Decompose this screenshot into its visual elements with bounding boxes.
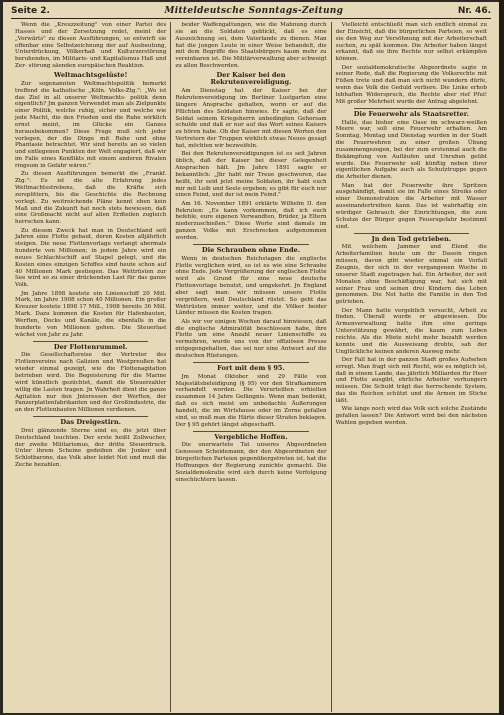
article-divider (193, 431, 308, 432)
article-text: Zur sogenannten Weltmachtspolitik bemerkt treffend die katholische „Köln. Volks-Ztg.": „Wo ist das Ziel in all unserer Weltmachts- politik denn eigentlich? Jm ganzen Verwendet man als Zielpunkte einer Politik, welche ruhig, sicher und welche wie jede Macht, die den Frieden und die Ruhe wirklich ernst meint, im Glücke ein Ganzes herausbekommen? Diese Frage muß sich jeder vorlegen, der die Dinge mit Ruhe und ohne Phantasie betrachtet. Wir sind bereits an so vielen und entlegenen Punkten der Welt engagiert, daß wir im Falle eines Konflikts mit einem anderen Rivalen ringsum in Gefahr wären." (15, 80, 167, 169)
article-heading: Der Kaiser bei den Rekrutenvereidigung. (210, 70, 292, 87)
column-3 (331, 22, 491, 712)
page-number: Seite 2. (11, 6, 50, 16)
article-divider (33, 341, 148, 342)
article-text: Zu diesem Zweck hat man in Deutschland seit Jahren eine Flotte gebaut, deren Kosten alljährlich steigen. Die neue Flottenvorlage verlangt abermals hunderte von Millionen; in jedem Jahre wird ein neues Schlachtschiff auf Stapel gelegt, und die Kosten eines einzigen Schiffes sind heute schon auf 40 Millionen Mark gestiegen. Das Wettrüsten zur See wird so zu einer drückenden Last für das ganze Volk. (15, 227, 167, 289)
article-divider (33, 416, 148, 417)
article-text: Als wir vor einigen Wochen darauf hinwiesen, daß die englische Admiralität beschlossen habe, ihre Flotte um eine Anzahl neuer Linienschiffe zu vermehren, wurde uns von der offiziösen Presse entgegengehalten, das sei nur eine Antwort auf die deutschen Rüstungen. (175, 318, 327, 359)
article-heading: Vergebliche Hoffen. (214, 432, 288, 441)
article-text: Drei glänzende Sterne sind es, die jetzt über Deutschland leuchten. Der erste heißt Zollwucher, der zweite Militarismus, der dritte Steuerdruck. Unter ihrem Scheine gedeihen die Junker und Schlotbarone, das Volk aber leidet Not und muß die Zeche bezahlen. (15, 427, 167, 469)
article-text: Wenn die „Kreuzzeitung" von einer Partei des Hasses und der Zersetzung redet, meint der „Vorwärts" zu diesen Ausführungen, so entwirft sie offenbar eine Selbstzeichnung der auf Ausbeutung, Unterdrückung, Völkerhaß und Kulturzerstörung beruhenden, im Militaris- und Kapitalismus Haß und Zer- störung säenden europäischen Reaktion. (15, 22, 167, 70)
article-text: Jm Monat Oktober sind 29 Fälle von Majestätsbeleidigung (§ 95) vor den Strafkammern verhandelt worden. Die Verurteilten erhielten zusammen 14 Jahre Gefängnis. Wenn man bedenkt, daß es sich meist um unbedachte Äußerungen handelt, die im Wirtshause oder im Zorne gefallen sind, so muß man die Härte dieser Strafen beklagen. Der § 95 gehört längst abgeschafft. (175, 373, 327, 428)
article-text: beider Waffengattungen, wie die Mahnung durch sie an die Soldaten geblickt, daß es eine Auszeichnung sei, dem Vaterlande zu dienen. Man hat die jungen Leute in einer Weise behandelt, die mit dem Begriffe des Staatsbürgers kaum mehr zu vereinbaren ist. Die Militärverwaltung aber schweigt zu allen Beschwerden. (175, 22, 327, 70)
article-text: Halle, das bisher eine Oase im schwarz-weißen Meere war, soll eine Feuerwehr erhalten. Am Sonntag, Montag und Dienstag wurden in der Stadt die Feuerwehren zu einer großen Übung zusammengezogen, bei der zum erstenmal auch die Bekämpfung von Aufläufen und Unruhen geübt wurde. Die Feuerwehr soll künftig neben ihrer eigentlichen Aufgabe auch als Schutztruppe gegen die Arbeiter dienen. (335, 119, 487, 181)
article-heading: Die Feuerwehr als Staatsretter. (353, 109, 469, 118)
article-text: Mit welchem Jammer und Elend die Arbeiterfamilien heute um ihr Dasein ringen müssen, davon gibt wieder einmal ein Vorfall Zeugnis, der sich in der vergangenen Woche in unserer Stadt zugetragen hat. Ein Arbeiter, der seit Monaten ohne Beschäftigung war, hat sich mit seiner Frau und seinen drei Kindern das Leben genommen. Die Not hatte die Familie in den Tod getrieben. (335, 244, 487, 306)
article-text: Wenn in deutschen Reichstagen die englische Flotte verglichen wird, so ist es wie eine Schraube ohne Ende. Jede Vergrößerung der englischen Flotte wird als Grund für eine neue deutsche Flottenvorlage benutzt, und umgekehrt. Jn England aber sagt man: wir müssen unsere Flotte vergrößern, weil Deutschland rüstet. So geht das Wettrüsten immer weiter, und die Völker beider Länder müssen die Kosten tragen. (175, 255, 327, 317)
article-text: Die Gesellschaftsreise der Vertreter des Flottenvereins nach Galizien und Westpreußen hat wieder einmal gezeigt, wie die Flottenagitation betrieben wird. Die Begeisterung für die Marine wird künstlich gezüchtet, damit die Steuerzahler willig die Lasten tragen. Jn Wahrheit dient die ganze Agitation nur den Jnteressen der Werften, der Panzerplattenfabrikanten und der Großindustrie, die an den Flottenbauten Millionen verdienen. (15, 352, 167, 414)
article-divider (193, 244, 308, 245)
article-text: Bei den Rekrutenvereidigungen ist es seit Jahren üblich, daß der Kaiser bei dieser Gelegenheit Ansprachen hält. Jm Jahre 1891 sagte er bekanntlich: „Jhr habt mir Treue geschworen, das heißt, ihr seid jetzt meine Soldaten, ihr habt euch mir mit Leib und Seele ergeben; es gibt für euch nur einen Feind, und der ist mein Feind." (175, 151, 327, 199)
article-text: Die unerwartete Tat unseres Abgeordneten Genossen Scheidemann, der den Abgeordneten der bürgerlichen Parteien gegenübergetreten ist, hat die Hoffnungen der Regierung zunichte gemacht. Die Sozialdemokratie wird sich durch keine Verfolgung einschüchtern lassen. (175, 442, 327, 483)
article-text: Am Dienstag hat der Kaiser bei der Rekrutenvereidigung im Berliner Lustgarten eine längere Ansprache gehalten, worin er auf die Pflichten des Soldaten hinwies. Er sagte, daß der Soldat seinem Kriegsherrn unbedingten Gehorsam schulde und daß er nur auf das Wort seines Kaisers zu hören habe. Ob der Kaiser mit diesen Worten den Vertretern der Truppen wirklich etwas Neues gesagt hat, möchten wir bezweifeln. (175, 88, 327, 149)
article-text: Vielleicht entschließt man sich endlich einmal zu der Einsicht, daß die bürgerlichen Parteien, so weit sie den Weg zur Versöhnung mit der Arbeiterschaft suchen, zu spät kommen. Die Arbeiter haben längst erkannt, daß sie ihre Rechte nur selbst erkämpfen können. (335, 22, 487, 63)
article-divider (354, 108, 469, 109)
page-edge-shadow (499, 0, 504, 715)
page-header (11, 6, 491, 19)
article-heading: Der Flottenrummel. (53, 342, 128, 351)
article-heading: Weltmachtsgelüste! (53, 70, 128, 79)
article-text: Jm Jahre 1898 kostete ein Linienschiff 20 Mill. Mark, im Jahre 1908 schon 40 Millionen. Ein großer Kreuzer kostete 1898 17 Mill., 1908 bereits 36 Mill. Mark. Dazu kommen die Kosten für Hafenbauten, Werften, Docks und Kanäle, die ebenfalls in die hunderte von Millionen gehen. Die Steuerlast wächst von Jahr zu Jahr. (15, 290, 167, 338)
article-text: Am 16. November 1891 erklärte Wilhelm II. den Rekruten: „Es kann vorkommen, daß ich euch befehle, eure eigenen Verwandten, Brüder, ja Eltern niederzuschießen." Diese Worte sind damals im ganzen Volke mit Erschrecken aufgenommen worden. (175, 200, 327, 241)
newspaper-name: Mitteldeutsche Sonntags-Zeitung (164, 6, 344, 16)
article-text: Der sozialdemokratische Abgeordnete sagte in seiner Rede, daß die Regierung die Volksrechte mit Füßen trete und daß man sich nicht wundern dürfe, wenn das Volk die Geduld verliere. Die Linke erhob lebhaften Widerspruch, die Rechte aber rief Pfui! Mit großer Mehrheit wurde der Antrag abgelehnt. (335, 64, 487, 105)
article-columns (11, 22, 491, 712)
article-heading: Jn den Tod getrieben. (371, 234, 452, 243)
article-text: Man hat der Feuerwehr ihre Spritzen ausgehändigt, damit sie im Falle eines Streiks oder einer Demonstration die Arbeiter mit Wasser auseinandertreiben kann. Das ist wahrhaftig ein würdiger Gebrauch der Einrichtungen, die zum Schutze der Bürger gegen Feuersgefahr bestimmt sind. (335, 182, 487, 230)
newspaper-page (3, 2, 499, 713)
column-2 (170, 22, 330, 712)
issue-number: Nr. 46. (457, 6, 491, 16)
article-text: Zu diesen Ausführungen bemerkt die „Frankf. Ztg.": Es ist die alte Erfahrung jedes Weltmachtsstrebens, daß die Kräfte sich zersplittern, bis die Geschichte die Rechnung vorlegt. Zu weitreichende Pläne kennt eben kein Maß und die Zukunft hat noch stets bewiesen, daß eine Großmacht nicht auf allen Erdteilen zugleich herrschen kann. (15, 171, 167, 226)
article-divider (354, 233, 469, 234)
article-text: Der Mann hatte vergeblich versucht, Arbeit zu finden. Überall wurde er abgewiesen. Die Armenverwaltung hatte ihm eine geringe Unterstützung gewährt, die kaum zum Leben reichte. Als die Miete nicht mehr bezahlt werden konnte und die Ausweisung drohte, sah der Unglückliche keinen anderen Ausweg mehr. (335, 307, 487, 355)
article-heading: Die Schrauben ohne Ende. (201, 245, 301, 254)
article-heading: Das Dreigestirn. (60, 418, 121, 427)
article-divider (193, 362, 308, 363)
article-text: Wie lange noch wird das Volk sich solche Zustände gefallen lassen? Die Antwort wird bei den nächsten Wahlen gegeben werden. (335, 406, 487, 427)
column-1 (11, 22, 170, 712)
article-text: Der Fall hat in der ganzen Stadt großes Aufsehen erregt. Man fragt sich mit Recht, wie es möglich ist, daß in einem Lande, das jährlich Milliarden für Heer und Flotte ausgibt, ehrliche Arbeiter verhungern müssen. Die Schuld trägt das herrschende System, das die Reichen schützt und die Armen im Stiche läßt. (335, 356, 487, 404)
article-heading: Fort mit dem § 95. (217, 363, 285, 372)
